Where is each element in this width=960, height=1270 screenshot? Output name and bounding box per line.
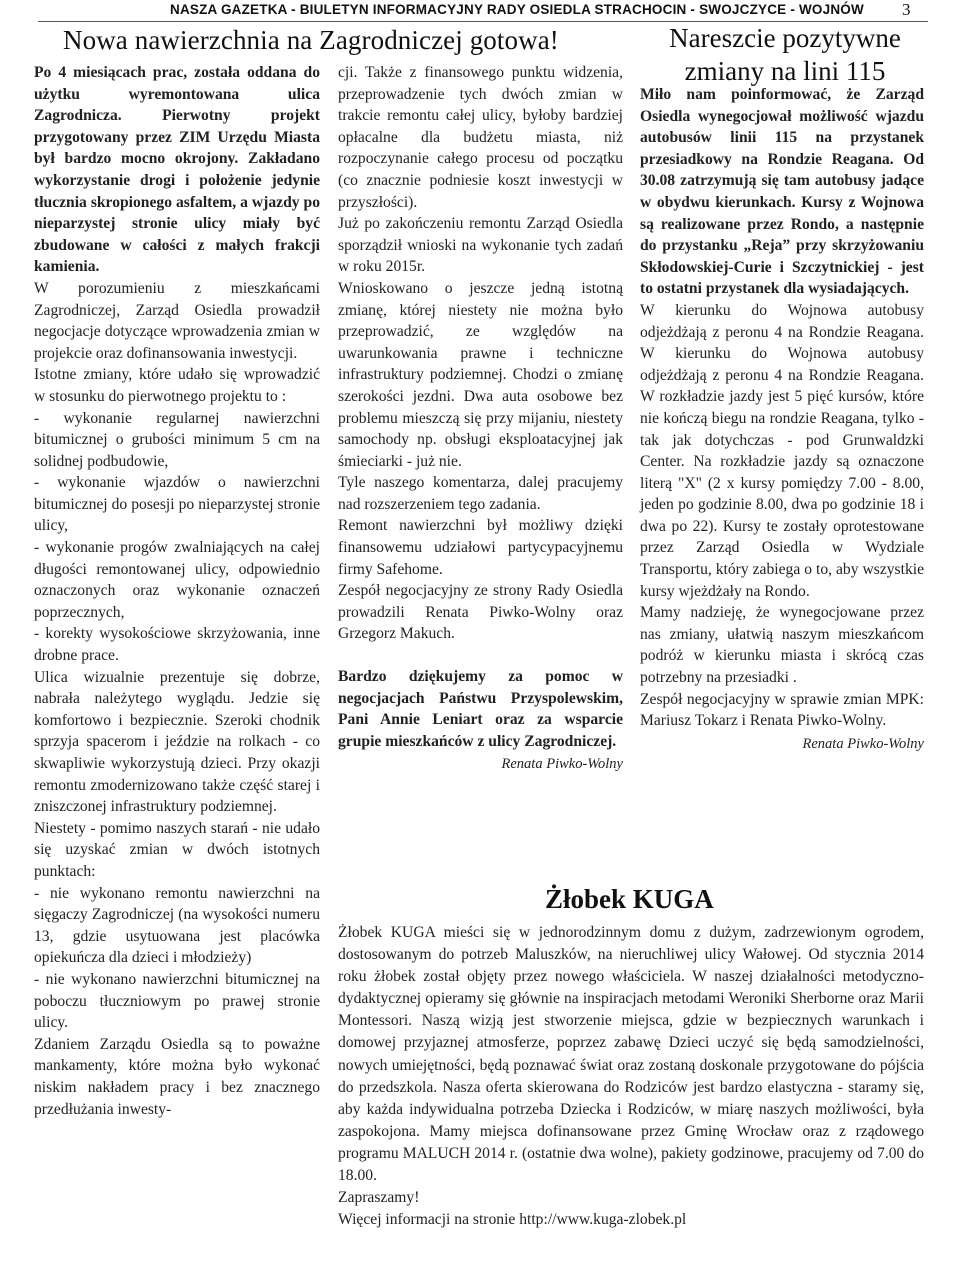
- info-line: Więcej informacji na stronie http://www.kuga-zlobek.pl: [338, 1211, 687, 1229]
- paragraph: cji. Także z finansowego punktu widzenia, przeprowadzenie tych dwóch zmian w trakcie remontu całej ulicy, byłoby bardziej opłacalne dla budżetu miasta, niż rozpoczynanie całego procesu od początku (co znacznie podniesie koszt inwestycji w przyszłości).: [338, 64, 623, 211]
- paragraph: W kierunku do Wojnowa autobusy odjeżdżają z peronu 4 na Rondzie Reagana. W kierunku do Wojnowa autobusy odjeżdżają z peronu 4 na Rondzie Reagana. W rozkładzie jazdy jest 5 pięć kursów, które nie kończą biegu na rondzie Reagana, tylko - tak jak dotychczas - pod Grunwaldzki Center. Na rozkładzie jazdy są oznaczone literą "X" (2 x kursy pomiędzy 7.00 - 8.00, jeden po godzinie 8.00, dwa po godzinie 18 i dwa po 22). Kursy te zostały oprotestowane przez Zarząd Osiedla w Wydziale Transportu, który zabiega o to, aby wszystkie kursy wjeżdżały na Rondo.: [640, 301, 924, 600]
- list-item: - nie wykonano remontu nawierzchni na sięgaczy Zagrodniczej (na wysokości numeru 13, gdzie usytuowana jest placówka opiekuńcza dla dzieci i młodzieży): [34, 884, 320, 967]
- thanks-paragraph: Bardzo dziękujemy za pomoc w negocjacjach Państwu Przyspolewskim, Pani Annie Leniart oraz za wsparcie grupie mieszkańców z ulicy Zagrodniczej.: [338, 668, 623, 750]
- page-header: [0, 0, 960, 20]
- paragraph: Zespół negocjacyjny w sprawie zmian MPK: Mariusz Tokarz i Renata Piwko-Wolny.: [640, 690, 924, 730]
- author-signature: Renata Piwko-Wolny: [802, 735, 924, 752]
- paragraph: W porozumieniu z mieszkańcami Zagrodniczej, Zarząd Osiedla prowadził negocjacje dotyczące wprowadzenia zmian w projekcie oraz dofinansowania inwestycji.: [34, 279, 320, 362]
- page-number: 3: [902, 0, 911, 19]
- paragraph: Tyle naszego komentarza, dalej pracujemy nad rozszerzeniem tego zadania.: [338, 474, 623, 513]
- article-title-zagrodnicza: Nowa nawierzchnia na Zagrodniczej gotowa!: [63, 25, 559, 55]
- article-lead: Po 4 miesiącach prac, została oddana do użytku wyremontowana ulica Zagrodnicza. Pierwotny projekt przygotowany przez ZIM Urzędu Miasta był bardzo mocno okrojony. Zakładano wykorzystanie drogi i położenie jedynie tłucznia skropionego asfaltem, a wjazdy po nieparzystej stronie ulicy miały być zbudowane w całości z małych frakcji kamienia.: [34, 64, 320, 276]
- paragraph: Niestety - pomimo naszych starań - nie udało się uzyskać zmian w dwóch istotnych punktach:: [34, 819, 320, 880]
- closing-line: Zapraszamy!: [338, 1189, 420, 1207]
- list-item: - nie wykonano nawierzchni bitumicznej na poboczu tłuczniowym po prawej stronie ulicy.: [34, 970, 320, 1032]
- paragraph: Zdaniem Zarządu Osiedla są to poważne mankamenty, które można było wykonać niskim nakładem pracy i bez znacznego przedłużania inwesty-: [34, 1035, 320, 1118]
- paragraph: Mamy nadzieję, że wynegocjowane przez nas zmiany, ułatwią naszym mieszkańcom podróż w kierunku miasta i skrócą czas potrzebny na przesiadki .: [640, 604, 924, 687]
- article-zagrodnicza-column-2: [338, 62, 623, 776]
- article-title-zlobek: Żłobek KUGA: [545, 884, 714, 914]
- author-signature: Renata Piwko-Wolny: [501, 756, 623, 773]
- paragraph: Wnioskowano o jeszcze jedną istotną zmianę, której niestety nie można było przeprowadzić, ze względów na uwarunkowania prawne i techniczne infrastruktury podziemnej. Chodzi o zmianę szerokości jezdni. Dwa auta osobowe bez problemu mieszczą się przy mijaniu, niestety samochody np. obsługi eksploatacyjnej jak śmieciarki - już nie.: [338, 279, 623, 470]
- article-title-bus-115: Nareszcie pozytywne zmiany na lini 115: [669, 23, 901, 86]
- list-item: - wykonanie regularnej nawierzchni bitumicznej o grubości minimum 5 cm na solidnej podbudowie,: [34, 409, 320, 470]
- article-bus-115-column: [640, 84, 924, 755]
- paragraph: Ulica wizualnie prezentuje się dobrze, nabrała należytego wyglądu. Jedzie się komfortowo i bezpiecznie. Szeroki chodnik sprzyja spacerom i jeździe na rolkach - co skwapliwie wykorzystują dzieci. Przy okazji remontu zmodernizowano także część starej i zniszczonej infrastruktury podziemnej.: [34, 668, 320, 816]
- list-item: - wykonanie progów zwalniających na całej długości remontowanej ulicy, odpowiednio oznaczonych oraz wykonanie oznaczeń poprzecznych,: [34, 539, 320, 621]
- paragraph: Istotne zmiany, które udało się wprowadzić w stosunku do pierwotnego projektu to :: [34, 366, 320, 405]
- newsletter-title: NASZA GAZETKA - BIULETYN INFORMACYJNY RADY OSIEDLA STRACHOCIN - SWOJCZYCE - WOJNÓW: [170, 2, 864, 17]
- paragraph: Zespół negocjacyjny ze strony Rady Osiedla prowadzili Renata Piwko-Wolny oraz Grzegorz Makuch.: [338, 582, 623, 643]
- list-item: - wykonanie wjazdów o nawierzchni bitumicznej do posesji po nieparzystej stronie ulicy,: [34, 474, 320, 535]
- list-item: - korekty wysokościowe skrzyżowania, inne drobne prace.: [34, 625, 320, 665]
- article-lead: Miło nam poinformować, że Zarząd Osiedla wynegocjował możliwość wjazdu autobusów linii 115 na przystanek przesiadkowy na Rondzie Reagana. Od 30.08 zatrzymują się tam autobusy jadące w obydwu kierunkach. Kursy z Wojnowa są realizowane przez Rondo, a następnie do przystanku „Reja” przy skrzyżowaniu Skłodowskiej-Curie i Szczytnickiej - jest to ostatni przystanek dla wysiadających.: [640, 86, 924, 298]
- article-zagrodnicza-column-1: [34, 62, 320, 1120]
- paragraph: Już po zakończeniu remontu Zarząd Osiedla sporządził wnioski na wykonanie tych zadań w roku 2015r.: [338, 215, 623, 276]
- article-zlobek-body: [338, 922, 924, 1231]
- paragraph: Żłobek KUGA mieści się w jednorodzinnym domu z dużym, zadrzewionym ogrodem, dostosowanym do potrzeb Maluszków, na nieruchliwej ulicy Wałowej. Od stycznia 2014 roku żłobek został objęty przez nowego właściciela. W naszej działalności metodyczno-dydaktycznej opieramy się głównie na inspiracjach metodami Weroniki Sherborne oraz Marii Montessori. Naszą wizją jest stworzenie miejsca, gdzie w bezpiecznych warunkach i domowej przyjaznej atmosferze, poprzez zabawę Dzieci uczyć się będą samodzielności, nowych umiejętności, będą poznawać świat oraz zostaną doskonale przygotowane do pójścia do przedszkola. Nasza oferta skierowana do Rodziców jest bardzo elastyczna - staramy się, aby każda indywidualna potrzeba Dziecka i Rodziców, w miarę naszych możliwości, była zaspokojona. Mamy miejsca dofinansowane przez Gminę Wrocław oraz z rządowego programu MALUCH 2014 r. (ostatnie dwa wolne), pakiety godzinowe, pracujemy od 7.00 do 18.00.: [338, 924, 924, 1185]
- paragraph: Remont nawierzchni był możliwy dzięki finansowemu udziałowi partycypacyjnemu firmy Safehome.: [338, 517, 623, 578]
